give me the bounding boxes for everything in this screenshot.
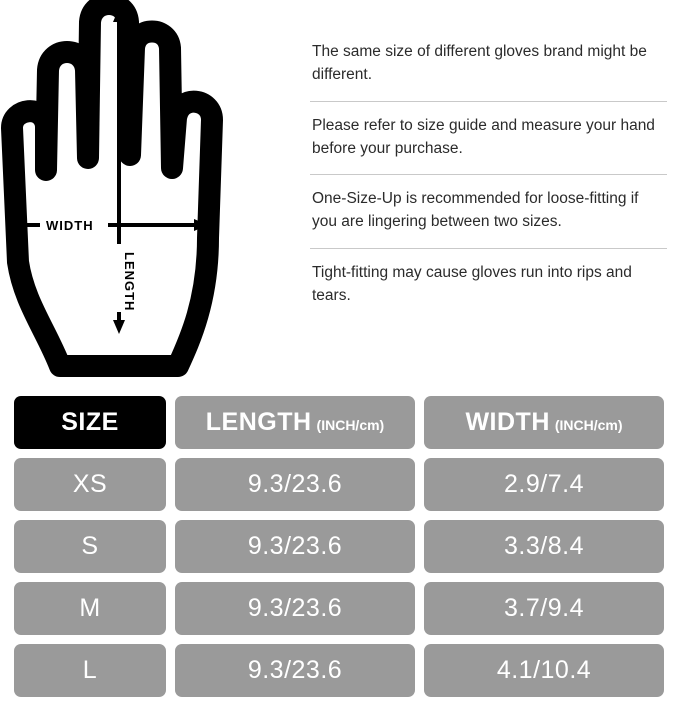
cell-length: 9.3/23.6 <box>175 644 415 697</box>
notes-panel <box>290 0 679 378</box>
header-size: SIZE <box>14 396 166 449</box>
width-label: WIDTH <box>46 218 94 233</box>
length-label: LENGTH <box>122 252 137 312</box>
note-item: Tight-fitting may cause gloves run into rips and tears. <box>312 263 632 304</box>
size-table <box>14 396 665 706</box>
cell-size: XS <box>14 458 166 511</box>
note-item: Please refer to size guide and measure your hand before your purchase. <box>310 102 667 176</box>
header-length <box>175 396 415 449</box>
note-item: One-Size-Up is recommended for loose-fitting if you are lingering between two sizes. <box>310 175 667 249</box>
cell-size: M <box>14 582 166 635</box>
header-width-text: WIDTH <box>465 408 550 436</box>
header-width-unit: (INCH/cm) <box>554 416 623 433</box>
table-row <box>14 644 665 697</box>
cell-length: 9.3/23.6 <box>175 520 415 573</box>
cell-size: S <box>14 520 166 573</box>
hand-outline-icon <box>0 0 290 378</box>
cell-size: L <box>14 644 166 697</box>
note-item: The same size of different gloves brand might be different. <box>310 28 667 102</box>
table-header-row <box>14 396 665 449</box>
table-row <box>14 582 665 635</box>
table-row <box>14 520 665 573</box>
cell-width: 2.9/7.4 <box>424 458 664 511</box>
cell-width: 3.3/8.4 <box>424 520 664 573</box>
hand-diagram-panel <box>0 0 290 378</box>
table-row <box>14 458 665 511</box>
header-length-text: LENGTH <box>205 408 312 436</box>
header-width <box>424 396 664 449</box>
cell-length: 9.3/23.6 <box>175 582 415 635</box>
header-length-unit: (INCH/cm) <box>316 416 385 433</box>
cell-length: 9.3/23.6 <box>175 458 415 511</box>
cell-width: 3.7/9.4 <box>424 582 664 635</box>
cell-width: 4.1/10.4 <box>424 644 664 697</box>
